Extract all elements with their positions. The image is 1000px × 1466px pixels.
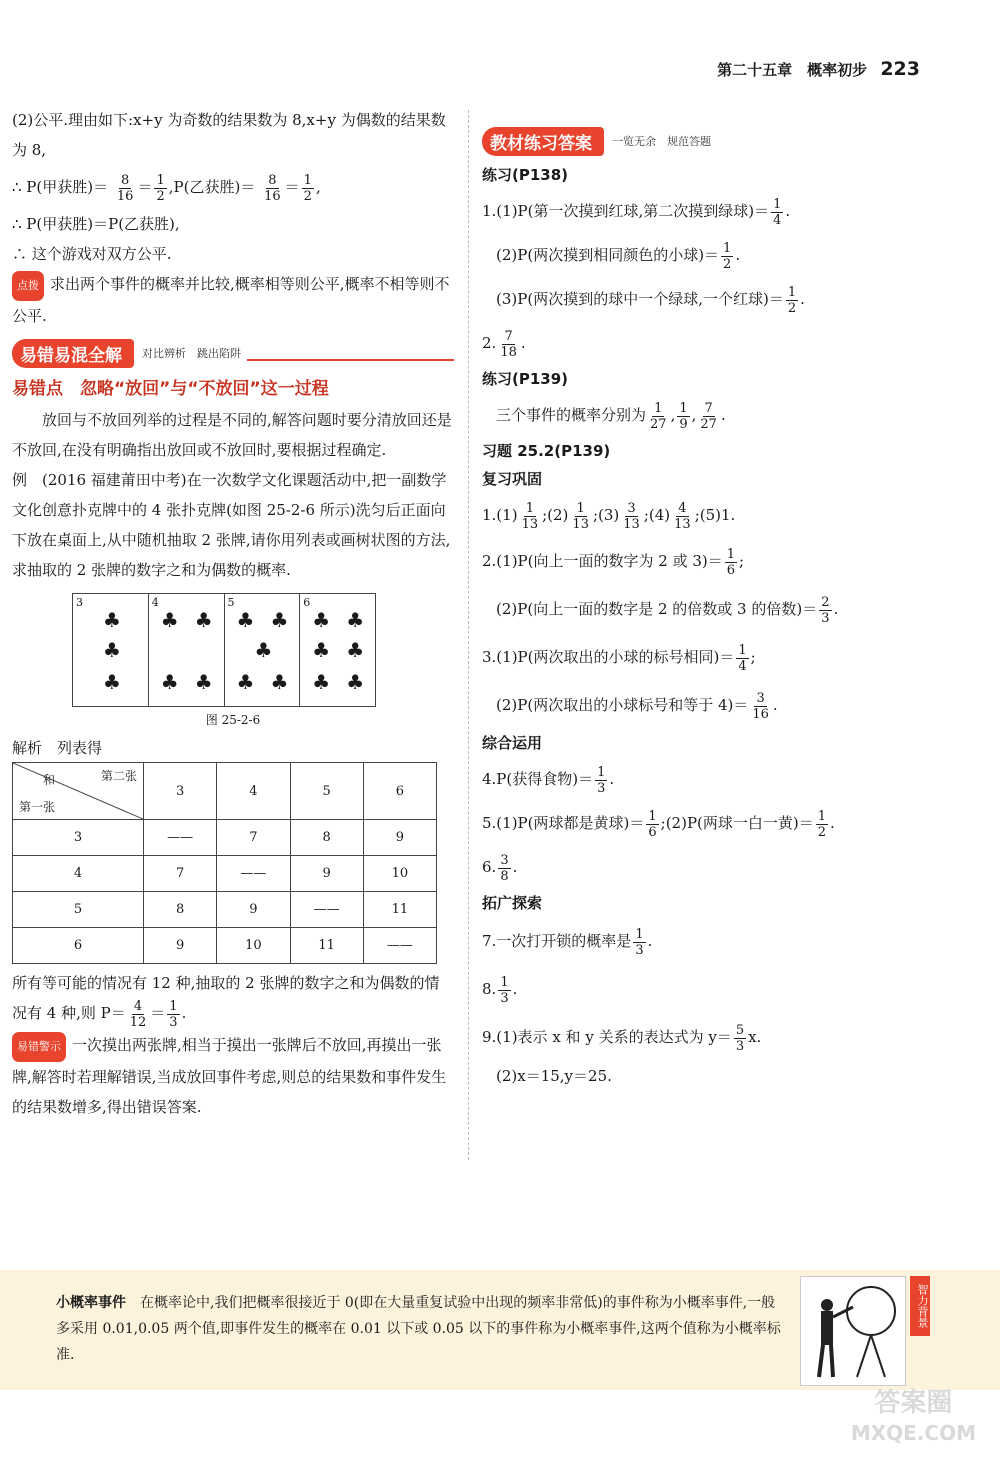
fairness-statement: (2)公平.理由如下:x+y 为奇数的结果数为 8,x+y 为偶数的结果数为 8, xyxy=(12,111,446,159)
page-number: 223 xyxy=(880,58,920,80)
table-header: 4 xyxy=(217,763,290,820)
probability-line: ∴ P(甲获胜)＝ $\frac{8}{16}$ ＝ $\frac{1}{2}$ ,P(乙获胜)＝ $\frac{8}{16}$ ＝ $\frac{1}{2}$ , xyxy=(12,172,321,204)
equal-probability: ∴ P(甲获胜)＝P(乙获胜), xyxy=(12,215,180,233)
side-tab: 智力背景 xyxy=(910,1276,930,1336)
fraction: $\frac{1}{3}$ xyxy=(169,998,178,1030)
fraction: $\frac{1}{2}$ xyxy=(156,172,165,204)
answer-c2-1: 2.(1)P(向上一面的数字为 2 或 3)＝ $\frac{1}{6}$ ; xyxy=(482,546,745,578)
exercise-heading: 练习(P139) xyxy=(482,370,569,388)
answer-2: 2. $\frac{7}{18}$ . xyxy=(482,328,526,360)
answer-c6: 6. $\frac{3}{8}$ . xyxy=(482,852,518,884)
column-divider xyxy=(468,110,469,1160)
table-corner: 第二张 和 第一张 xyxy=(13,763,144,820)
answer-c7: 7.一次打开锁的概率是 $\frac{1}{3}$ . xyxy=(482,926,653,958)
tip-block: 点拨 求出两个事件的概率并比较,概率相等则公平,概率不相等则不公平. xyxy=(12,269,454,331)
fraction: $\frac{1}{2}$ xyxy=(303,172,312,204)
table-header: 3 xyxy=(144,763,217,820)
answer-c4: 4.P(获得食物)＝ $\frac{1}{3}$ . xyxy=(482,764,615,796)
right-column xyxy=(482,105,902,1091)
analysis-conclusion: 所有等可能的情况有 12 种,抽取的 2 张牌的数字之和为偶数的情况有 4 种,则 P＝ $\frac{4}{12}$ ＝ $\frac{1}{3}$ . xyxy=(12,974,440,1030)
term-label: 小概率事件 xyxy=(56,1295,126,1311)
card-3: 3 ♣ ♣ ♣ xyxy=(73,594,149,706)
playing-cards-figure xyxy=(72,593,376,707)
answer-c9-1: 9.(1)表示 x 和 y 关系的表达式为 y＝ $\frac{5}{3}$ x. xyxy=(482,1022,762,1054)
tip-badge: 点拨 xyxy=(12,271,44,301)
answer-c5: 5.(1)P(两球都是黄球)＝ $\frac{1}{6}$ ;(2)P(两球一白一黄)＝ $\frac{1}{2}$ . xyxy=(482,808,835,840)
answer-c9-2: (2)x＝15,y＝25. xyxy=(496,1067,612,1085)
table-row: 6 9 10 11 —— xyxy=(13,928,437,964)
answer-three-events: 三个事件的概率分别为 $\frac{1}{27}$ , $\frac{1}{9}$ , $\frac{7}{27}$ . xyxy=(496,400,726,432)
exercise-heading: 习题 25.2(P139) xyxy=(482,442,611,460)
table-row: 5 8 9 —— 11 xyxy=(13,892,437,928)
card-4: 4 ♣ ♣ ♣ ♣ xyxy=(149,594,225,706)
watermark: 答案圈 MXQE.COM xyxy=(850,1388,976,1445)
page-header xyxy=(717,58,920,80)
subsection-heading: 复习巩固 xyxy=(482,470,543,488)
error-point-title: 易错点 忽略“放回”与“不放回”这一过程 xyxy=(12,379,329,399)
chapter-title: 第二十五章 概率初步 xyxy=(717,61,868,79)
table-row: 4 7 —— 9 10 xyxy=(13,856,437,892)
background-knowledge-box xyxy=(0,1270,1000,1390)
warning-badge: 易错警示 xyxy=(12,1032,66,1062)
figure-caption: 图 25-2-6 xyxy=(205,713,261,727)
answer-1-2: (2)P(两次摸到相同颜色的小球)＝ $\frac{1}{2}$ . xyxy=(496,240,741,272)
exercise-heading: 练习(P138) xyxy=(482,166,569,184)
fraction: $\frac{8}{16}$ xyxy=(264,172,281,204)
table-row: 3 —— 7 8 9 xyxy=(13,820,437,856)
example-problem: 例 (2016 福建莆田中考)在一次数学文化课题活动中,把一副数学文化创意扑克牌中的 4 张扑克牌(如图 25-2-6 所示)洗匀后正面向下放在桌面上,从中随机抽取 2 张牌,请你用列表或画树状图的方法,求抽取的 2 张牌的数字之和为偶数的概率. xyxy=(12,471,451,579)
card-6: 6 ♣ ♣ ♣ ♣ ♣ ♣ xyxy=(303,596,365,694)
answer-c2-2: (2)P(向上一面的数字是 2 的倍数或 3 的倍数)＝ $\frac{2}{3}$ . xyxy=(496,594,839,626)
answer-c1: 1.(1) $\frac{1}{13}$ ;(2) $\frac{1}{13}$ ;(3) $\frac{3}{13}$ ;(4) $\frac{4}{13}$ ;(5)1. xyxy=(482,500,736,532)
background-text: 小概率事件 在概率论中,我们把概率很接近于 0(即在大量重复试验中出现的频率非常低)的事件称为小概率事件,一般多采用 0.01,0.05 两个值,即事件发生的概率在 0.01 以下或 0.05 以下的事件称为小概率事件,这两个值称为小概率标准. xyxy=(56,1295,781,1363)
error-explanation: 放回与不放回列举的过程是不同的,解答问题时要分清放回还是不放回,在没有明确指出放回或不放回时,要根据过程确定. xyxy=(12,411,452,459)
answer-c3-1: 3.(1)P(两次取出的小球的标号相同)＝ $\frac{1}{4}$ ; xyxy=(482,642,756,674)
answer-1-3: (3)P(两次摸到的球中一个绿球,一个红球)＝ $\frac{1}{2}$ . xyxy=(496,284,805,316)
sum-table xyxy=(12,762,437,964)
answer-c8: 8. $\frac{1}{3}$ . xyxy=(482,974,518,1006)
table-header: 5 xyxy=(290,763,363,820)
lecturer-illustration xyxy=(800,1276,906,1386)
warning-text: 一次摸出两张牌,相当于摸出一张牌后不放回,再摸出一张牌,解答时若理解错误,当成放回事件考虑,则总的结果数和事件发生的结果数增多,得出错误答案. xyxy=(12,1035,447,1116)
table-header: 6 xyxy=(363,763,436,820)
banner-tag: 教材练习答案 xyxy=(482,127,604,156)
card-5: 5 ♣ ♣ ♣ ♣ ♣ xyxy=(225,594,301,706)
fair-conclusion: ∴ 这个游戏对双方公平. xyxy=(12,245,172,263)
banner-subtitle: 对比辨析 跳出陷阱 xyxy=(142,347,241,360)
banner-tag: 易错易混全解 xyxy=(12,339,134,368)
section-banner xyxy=(12,339,454,367)
warning-block xyxy=(12,1030,454,1122)
answer-1-1: 1.(1)P(第一次摸到红球,第二次摸到绿球)＝ $\frac{1}{4}$ . xyxy=(482,196,791,228)
answer-c3-2: (2)P(两次取出的小球标号和等于 4)＝ $\frac{3}{16}$ . xyxy=(496,690,778,722)
subsection-heading: 综合运用 xyxy=(482,734,543,752)
banner-subtitle: 一览无余 规范答题 xyxy=(612,135,711,148)
answers-banner xyxy=(482,127,902,155)
left-column xyxy=(12,105,454,1122)
fraction: $\frac{8}{16}$ xyxy=(116,172,134,204)
subsection-heading: 拓广探索 xyxy=(482,894,543,912)
fraction: $\frac{4}{12}$ xyxy=(129,998,147,1030)
analysis-label: 解析 列表得 xyxy=(12,739,103,757)
